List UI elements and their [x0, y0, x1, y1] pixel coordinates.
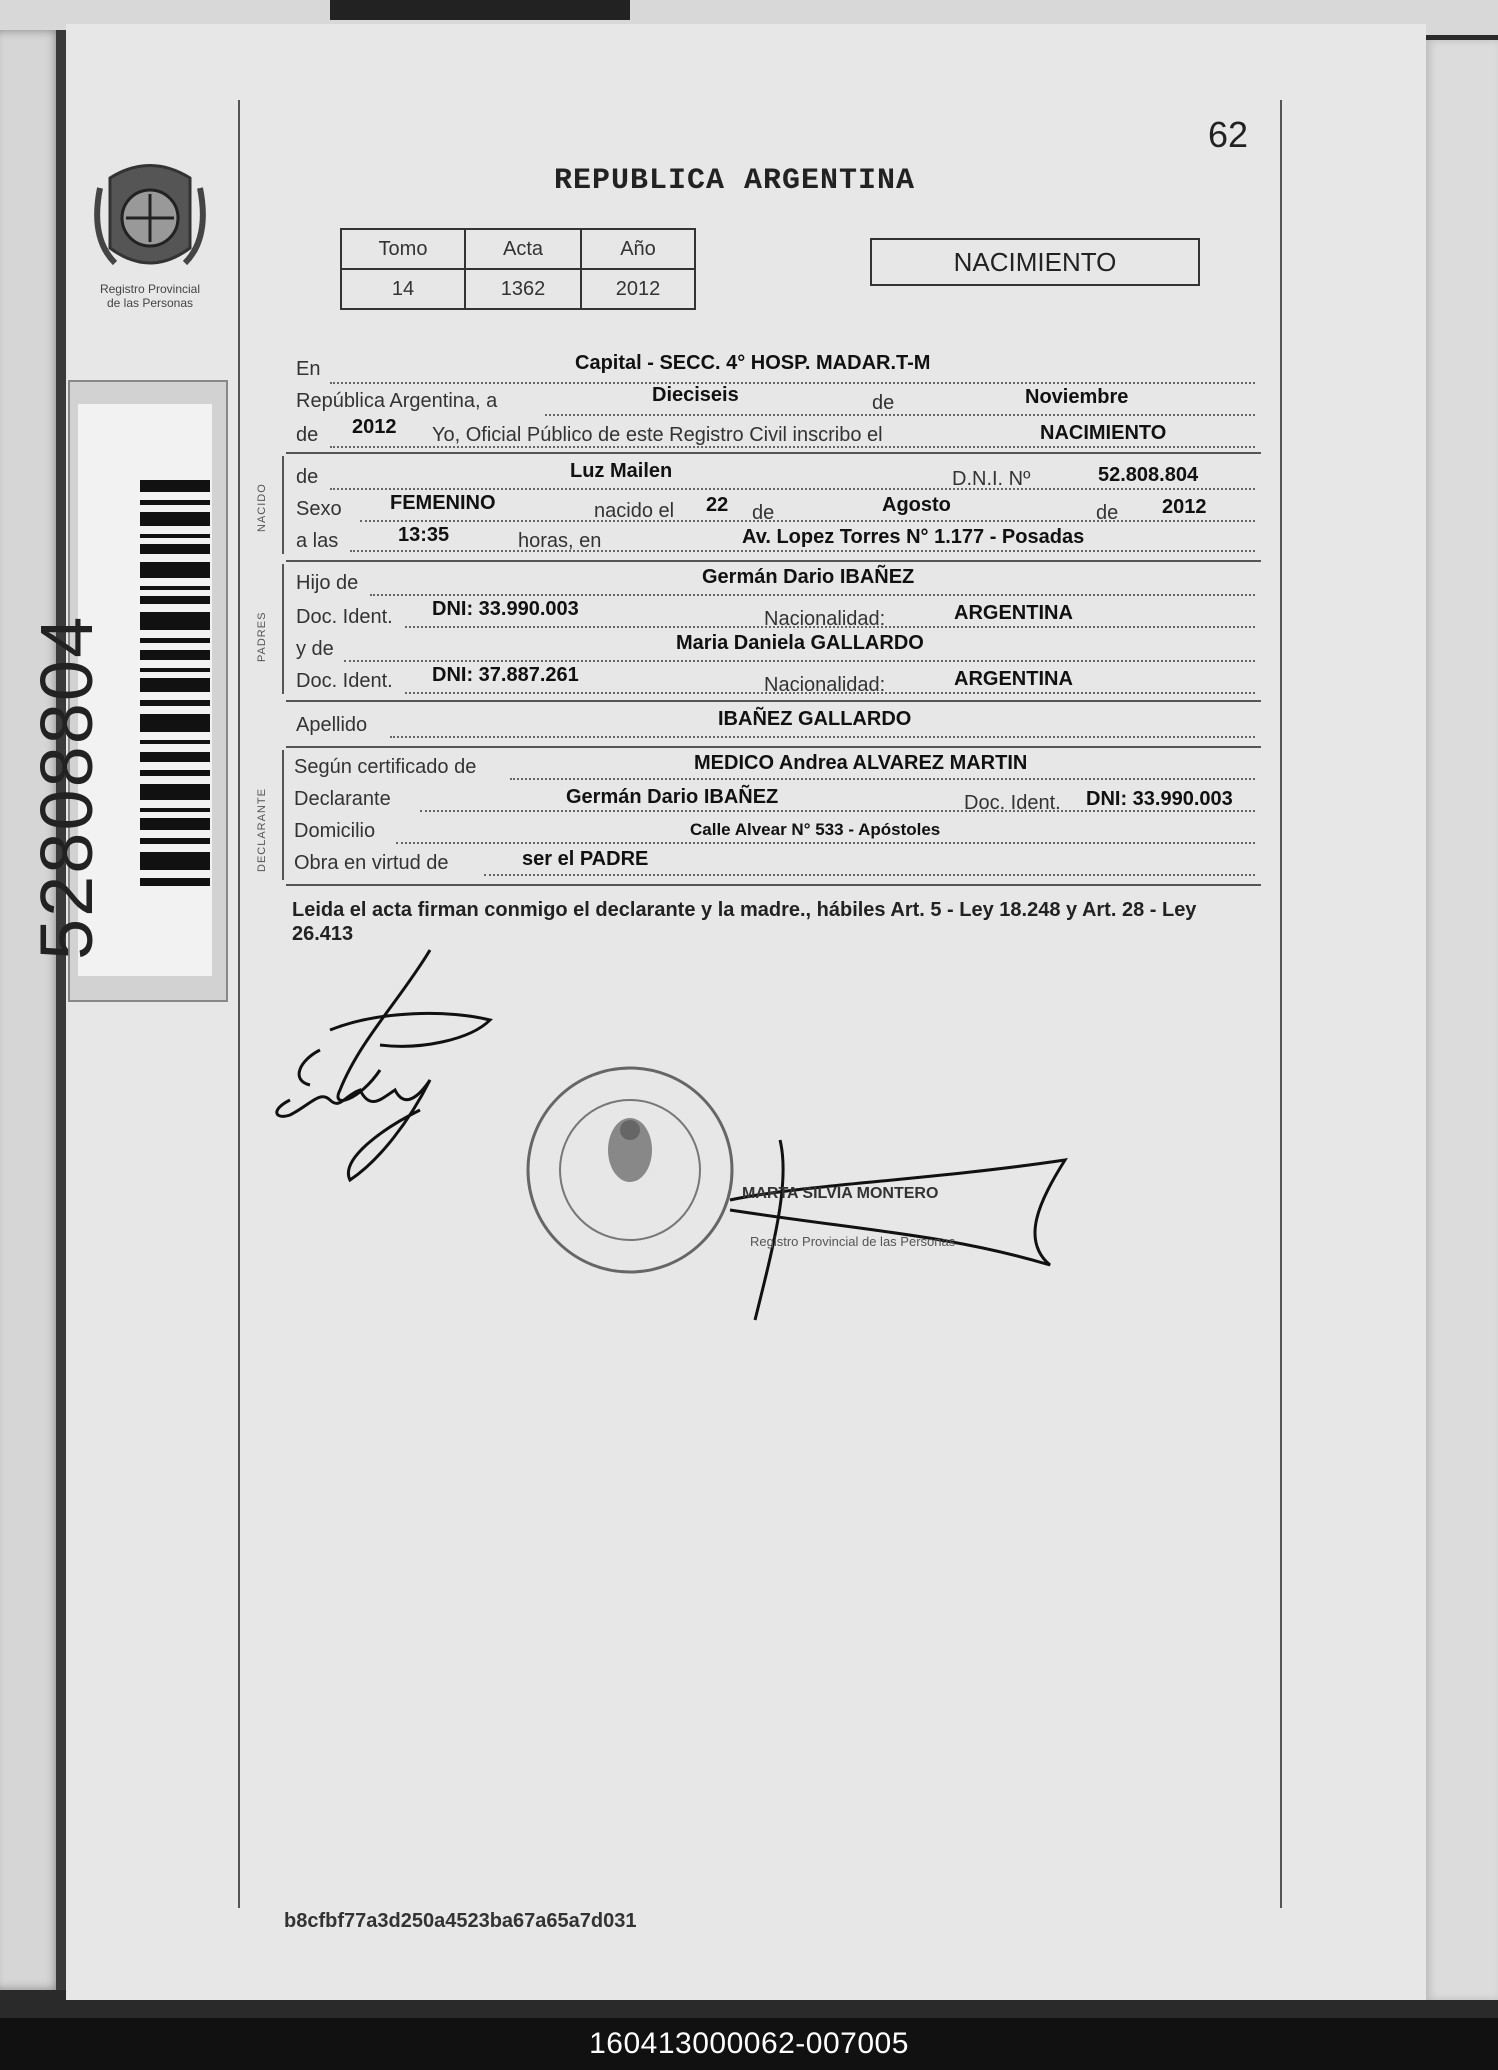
dotted-line: [545, 414, 1255, 416]
de-label-2: de: [752, 502, 775, 524]
page-number: 62: [1208, 114, 1249, 155]
dotted-line: [396, 842, 1255, 844]
declarante-label: Declarante: [294, 788, 391, 810]
closing-statement: Leida el acta firman conmigo el declarante y la madre., hábiles Art. 5 - Ley 18.248 y Art. 28 - Ley 26.413: [292, 899, 1197, 945]
padres-side-label: PADRES: [256, 611, 268, 662]
father-nationality-value: ARGENTINA: [954, 602, 1073, 624]
dotted-line: [330, 382, 1255, 384]
horas-en-label: horas, en: [518, 530, 602, 552]
day-value: Dieciseis: [652, 384, 739, 406]
birth-year-value: 2012: [1162, 496, 1207, 518]
scan-code: 160413000062-007005: [589, 2027, 909, 2060]
dotted-line: [390, 736, 1255, 738]
apellido-label: Apellido: [296, 714, 368, 736]
sexo-value: FEMENINO: [390, 492, 496, 514]
year-value: 2012: [352, 416, 397, 438]
previous-page-edge: [0, 30, 62, 1990]
father-name-value: Germán Dario IBAÑEZ: [702, 566, 915, 588]
doc-ident-label: Doc. Ident.: [296, 670, 393, 692]
nacionalidad-label: Nacionalidad:: [764, 608, 886, 630]
dotted-line: [510, 778, 1255, 780]
dotted-line: [330, 488, 1255, 490]
domicilio-label: Domicilio: [294, 820, 376, 842]
dotted-line: [360, 520, 1255, 522]
republica-label: República Argentina, a: [296, 390, 498, 412]
section-bracket: [282, 750, 284, 880]
section-divider: [286, 746, 1261, 748]
declarant-name-value: Germán Dario IBAÑEZ: [566, 786, 779, 808]
mother-name-value: Maria Daniela GALLARDO: [676, 632, 924, 654]
address-value: Calle Alvear N° 533 - Apóstoles: [690, 820, 941, 839]
segun-label: Según certificado de: [294, 756, 477, 778]
nacionalidad-label: Nacionalidad:: [764, 674, 886, 696]
place-value: Capital - SECC. 4° HOSP. MADAR.T-M: [575, 352, 931, 374]
declarante-doc-label: Doc. Ident.: [964, 792, 1061, 814]
year-prefix-label: de: [296, 424, 319, 446]
section-bracket: [282, 564, 284, 694]
de-label-3: de: [1096, 502, 1119, 524]
birth-day-value: 22: [706, 494, 729, 516]
section-divider: [286, 452, 1261, 454]
section-divider: [286, 700, 1261, 702]
mother-doc-value: DNI: 37.887.261: [432, 664, 579, 686]
barcode-number: 52808804: [25, 614, 108, 960]
background-top-shadow: [330, 0, 630, 20]
child-name-value: Luz Mailen: [570, 460, 673, 482]
de-label: de: [872, 392, 895, 414]
birth-place-value: Av. Lopez Torres N° 1.177 - Posadas: [742, 526, 1085, 548]
nacido-side-label: NACIDO: [256, 483, 268, 532]
dni-label: D.N.I. Nº: [952, 468, 1031, 490]
country-title: REPUBLICA ARGENTINA: [554, 164, 916, 198]
dotted-line: [484, 874, 1255, 876]
section-divider: [286, 884, 1261, 886]
next-pages-edge: [1426, 40, 1498, 2000]
nacido-el-label: nacido el: [594, 500, 675, 522]
record-type-box: NACIMIENTO: [870, 238, 1200, 286]
en-label: En: [296, 358, 321, 380]
father-doc-value: DNI: 33.990.003: [432, 598, 579, 620]
province-crest-icon: [90, 148, 210, 298]
barcode-bars-icon: [140, 480, 210, 900]
sexo-label: Sexo: [296, 498, 342, 520]
hijo-de-label: Hijo de: [296, 572, 359, 594]
obra-label: Obra en virtud de: [294, 852, 449, 874]
scan-footer: [0, 2018, 1498, 2070]
table-cell: 14: [341, 269, 465, 309]
hora-value: 13:35: [398, 524, 450, 546]
dotted-line: [344, 660, 1255, 662]
table-header: Acta: [465, 229, 581, 269]
table-header: Año: [581, 229, 695, 269]
signatory-stamp-subtitle: Registro Provincial de las Personas: [750, 1234, 956, 1249]
doc-ident-label: Doc. Ident.: [296, 606, 393, 628]
signatory-stamp-text: MARTA SILVIA MONTERO: [742, 1185, 939, 1202]
table-cell: 2012: [581, 269, 695, 309]
month-value: Noviembre: [1025, 386, 1129, 408]
capacity-value: ser el PADRE: [522, 848, 649, 870]
declarant-doc-value: DNI: 33.990.003: [1086, 788, 1233, 810]
surname-value: IBAÑEZ GALLARDO: [718, 708, 912, 730]
mother-nationality-value: ARGENTINA: [954, 668, 1073, 690]
section-bracket: [282, 456, 284, 554]
record-table: [340, 228, 696, 310]
section-divider: [286, 560, 1261, 562]
nacido-de-label: de: [296, 466, 319, 488]
registry-caption: Registro Provincial de las Personas: [99, 282, 201, 310]
table-cell: 1362: [465, 269, 581, 309]
document-hash: b8cfbf77a3d250a4523ba67a65a7d031: [284, 1910, 637, 1932]
certificate-value: MEDICO Andrea ALVAREZ MARTIN: [694, 752, 1028, 774]
y-de-label: y de: [296, 638, 334, 660]
declarante-side-label: DECLARANTE: [256, 788, 268, 872]
oficial-text: Yo, Oficial Público de este Registro Civil inscribo el: [432, 424, 883, 446]
dotted-line: [350, 550, 1255, 552]
inscribo-value: NACIMIENTO: [1040, 422, 1167, 444]
birth-month-value: Agosto: [882, 494, 951, 516]
dotted-line: [330, 446, 1255, 448]
dotted-line: [370, 594, 1255, 596]
child-dni-value: 52.808.804: [1098, 464, 1199, 486]
a-las-label: a las: [296, 530, 339, 552]
table-header: Tomo: [341, 229, 465, 269]
